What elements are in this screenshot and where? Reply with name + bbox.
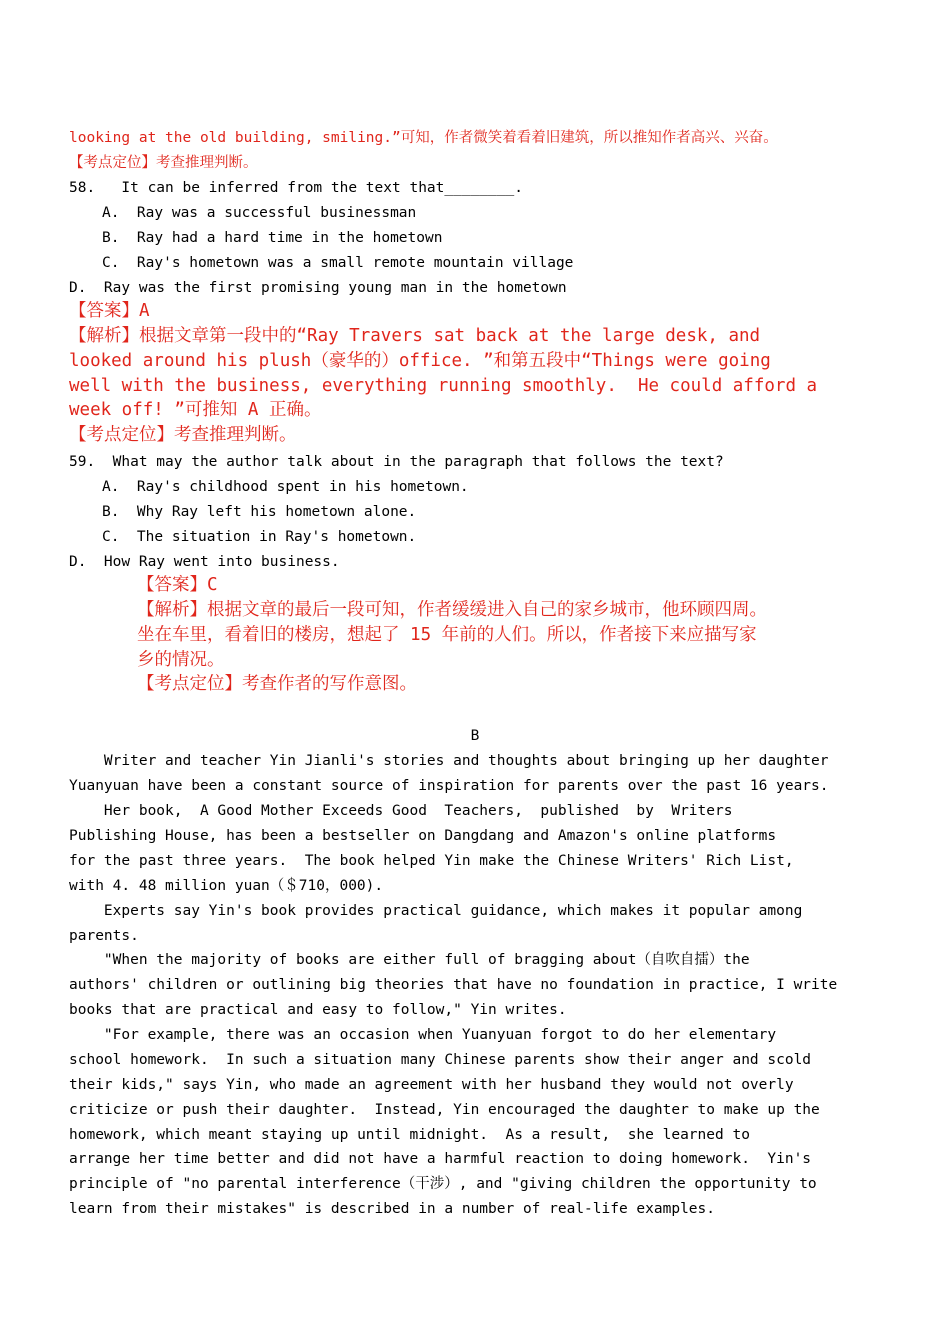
passage-line: "For example, there was an occasion when Yuanyuan forgot to do her elementary [69, 1027, 777, 1043]
q59-explanation-line-2: 坐在车里，看着旧的楼房，想起了 15 年前的人们。所以，作者接下来应描写家 [137, 625, 757, 645]
passage-line: arrange her time better and did not have a harmful reaction to doing homework. Yin's [69, 1151, 812, 1167]
passage-line: with 4. 48 million yuan（＄710，000). [69, 878, 384, 894]
q59-explanation-line-3: 乡的情况。 [137, 650, 225, 670]
passage-line: criticize or push their daughter. Instead, Yin encouraged the daughter to make up the [69, 1102, 820, 1118]
q58-explanation-line-2: looked around his plush（豪华的）office. ”和第五段中“Things were going [69, 351, 771, 371]
q58-explanation-line-1: 【解析】根据文章第一段中的“Ray Travers sat back at the large desk, and [69, 326, 761, 346]
q58-option-c: C. Ray's hometown was a small remote mountain village [102, 255, 574, 271]
passage-line: books that are practical and easy to follow," Yin writes. [69, 1002, 567, 1018]
passage-line: principle of "no parental interference（干涉）, and "giving children the opportunity to [69, 1176, 817, 1192]
passage-line: "When the majority of books are either full of bragging about（自吹自擂）the [69, 952, 750, 968]
passage-line: Yuanyuan have been a constant source of inspiration for parents over the past 16 years. [69, 778, 829, 794]
q58-stem: 58. It can be inferred from the text that________. [69, 180, 523, 196]
q58-option-a: A. Ray was a successful businessman [102, 205, 417, 221]
passage-line: Her book, A Good Mother Exceeds Good Teachers, published by Writers [69, 803, 733, 819]
q58-answer: 【答案】A [69, 301, 150, 321]
q58-point: 【考点定位】考查推理判断。 [69, 425, 297, 445]
passage-line: learn from their mistakes" is described in a number of real-life examples. [69, 1201, 716, 1217]
passage-line: school homework. In such a situation many Chinese parents show their anger and scold [69, 1052, 812, 1068]
q59-option-a: A. Ray's childhood spent in his hometown. [102, 479, 469, 495]
q59-option-d: D. How Ray went into business. [69, 554, 340, 570]
prev-point: 【考点定位】考查推理判断。 [69, 155, 258, 171]
q58-option-b: B. Ray had a hard time in the hometown [102, 230, 443, 246]
passage-line: their kids," says Yin, who made an agreement with her husband they would not overly [69, 1077, 794, 1093]
prev-explanation-tail: looking at the old building, smiling.”可知，作者微笑着看着旧建筑，所以推知作者高兴、兴奋。 [69, 130, 778, 146]
q59-option-c: C. The situation in Ray's hometown. [102, 529, 417, 545]
q59-stem: 59. What may the author talk about in the paragraph that follows the text? [69, 454, 724, 470]
section-letter: B [470, 728, 480, 744]
q59-answer: 【答案】C [137, 575, 218, 595]
passage-line: Experts say Yin's book provides practical guidance, which makes it popular among [69, 903, 803, 919]
passage-line: parents. [69, 928, 139, 944]
passage-line: Writer and teacher Yin Jianli's stories and thoughts about bringing up her daughter [69, 753, 829, 769]
passage-line: authors' children or outlining big theories that have no foundation in practice, I write [69, 977, 838, 993]
q58-explanation-line-3: well with the business, everything running smoothly. He could afford a [69, 376, 818, 396]
q58-explanation-line-4: week off! ”可推知 A 正确。 [69, 400, 322, 420]
q59-option-b: B. Why Ray left his hometown alone. [102, 504, 417, 520]
q59-point: 【考点定位】考查作者的写作意图。 [137, 674, 417, 694]
q59-explanation-line-1: 【解析】根据文章的最后一段可知，作者缓缓进入自己的家乡城市，他环顾四周。 [137, 600, 767, 620]
passage-line: homework, which meant staying up until midnight. As a result, she learned to [69, 1127, 750, 1143]
passage-line: for the past three years. The book helped Yin make the Chinese Writers' Rich List, [69, 853, 794, 869]
passage-line: Publishing House, has been a bestseller on Dangdang and Amazon's online platforms [69, 828, 777, 844]
q58-option-d: D. Ray was the first promising young man in the hometown [69, 280, 567, 296]
